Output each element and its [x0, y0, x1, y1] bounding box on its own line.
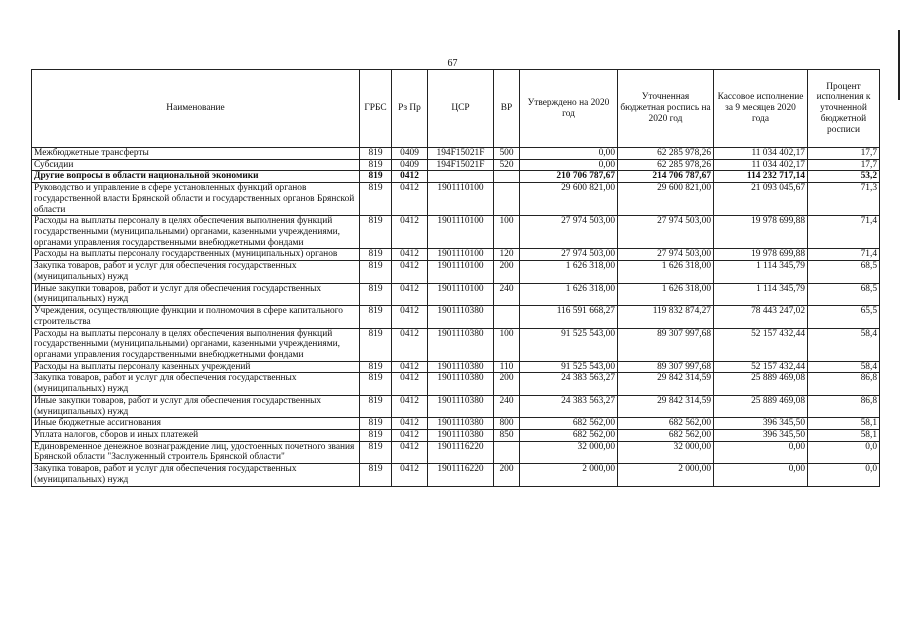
cell-percent: 65,5 [808, 306, 880, 328]
header-percent: Процент исполнения к уточненной бюджетной росписи [808, 70, 880, 148]
cell-csr: 1901110380 [428, 429, 494, 441]
cell-rzpr: 0412 [392, 361, 428, 373]
cell-name: Расходы на выплаты персоналу казенных учреждений [32, 361, 360, 373]
cell-refined: 682 562,00 [618, 429, 714, 441]
cell-vr: 240 [494, 395, 520, 417]
table-row [32, 261, 880, 283]
cell-csr: 1901110100 [428, 249, 494, 261]
cell-cash: 25 889 469,08 [714, 373, 808, 395]
cell-approved: 29 600 821,00 [520, 183, 618, 216]
cell-vr: 850 [494, 429, 520, 441]
cell-csr: 194F15021F [428, 159, 494, 171]
cell-rzpr: 0412 [392, 373, 428, 395]
table-row [32, 395, 880, 417]
cell-approved: 24 383 563,27 [520, 395, 618, 417]
header-vr: ВР [494, 70, 520, 148]
cell-approved: 24 383 563,27 [520, 373, 618, 395]
cell-grbs: 819 [360, 216, 392, 249]
table-row [32, 283, 880, 305]
cell-grbs: 819 [360, 148, 392, 160]
cell-percent: 71,4 [808, 249, 880, 261]
cell-name: Межбюджетные трансферты [32, 148, 360, 160]
cell-rzpr: 0412 [392, 328, 428, 361]
cell-percent: 68,5 [808, 283, 880, 305]
cell-grbs: 819 [360, 441, 392, 463]
cell-percent: 68,5 [808, 261, 880, 283]
cell-csr: 1901110380 [428, 373, 494, 395]
cell-refined: 27 974 503,00 [618, 216, 714, 249]
cell-vr [494, 441, 520, 463]
cell-rzpr: 0412 [392, 464, 428, 486]
cell-cash: 0,00 [714, 441, 808, 463]
cell-approved: 27 974 503,00 [520, 216, 618, 249]
cell-cash: 11 034 402,17 [714, 159, 808, 171]
cell-approved: 1 626 318,00 [520, 283, 618, 305]
cell-percent: 86,8 [808, 395, 880, 417]
cell-csr: 1901116220 [428, 464, 494, 486]
cell-vr: 100 [494, 328, 520, 361]
cell-refined: 119 832 874,27 [618, 306, 714, 328]
cell-vr [494, 183, 520, 216]
cell-cash: 25 889 469,08 [714, 395, 808, 417]
cell-vr: 520 [494, 159, 520, 171]
cell-rzpr: 0412 [392, 418, 428, 430]
cell-name: Субсидии [32, 159, 360, 171]
table-row [32, 361, 880, 373]
cell-vr: 110 [494, 361, 520, 373]
cell-csr: 1901110100 [428, 261, 494, 283]
cell-rzpr: 0409 [392, 159, 428, 171]
cell-approved: 682 562,00 [520, 429, 618, 441]
table-row [32, 171, 880, 183]
cell-percent: 53,2 [808, 171, 880, 183]
cell-name: Иные бюджетные ассигнования [32, 418, 360, 430]
table-header-row [32, 70, 880, 148]
cell-vr: 200 [494, 261, 520, 283]
header-rzpr: Рз Пр [392, 70, 428, 148]
cell-cash: 396 345,50 [714, 429, 808, 441]
cell-approved: 1 626 318,00 [520, 261, 618, 283]
cell-rzpr: 0412 [392, 441, 428, 463]
header-refined: Уточненная бюджетная роспись на 2020 год [618, 70, 714, 148]
cell-vr: 200 [494, 373, 520, 395]
table-row [32, 216, 880, 249]
cell-refined: 32 000,00 [618, 441, 714, 463]
cell-rzpr: 0409 [392, 148, 428, 160]
cell-vr: 500 [494, 148, 520, 160]
cell-vr: 240 [494, 283, 520, 305]
cell-rzpr: 0412 [392, 261, 428, 283]
cell-rzpr: 0412 [392, 216, 428, 249]
cell-rzpr: 0412 [392, 429, 428, 441]
cell-csr [428, 171, 494, 183]
cell-csr: 1901110380 [428, 395, 494, 417]
cell-refined: 27 974 503,00 [618, 249, 714, 261]
table-row [32, 183, 880, 216]
cell-grbs: 819 [360, 306, 392, 328]
cell-refined: 29 842 314,59 [618, 395, 714, 417]
table-row [32, 249, 880, 261]
cell-refined: 29 600 821,00 [618, 183, 714, 216]
cell-rzpr: 0412 [392, 249, 428, 261]
cell-name: Единовременное денежное вознаграждение лиц, удостоенных почетного звания Брянской области "Заслуженный строитель Брянской области" [32, 441, 360, 463]
cell-grbs: 819 [360, 183, 392, 216]
cell-cash: 52 157 432,44 [714, 328, 808, 361]
cell-refined: 682 562,00 [618, 418, 714, 430]
cell-grbs: 819 [360, 328, 392, 361]
cell-rzpr: 0412 [392, 283, 428, 305]
cell-percent: 86,8 [808, 373, 880, 395]
cell-percent: 71,4 [808, 216, 880, 249]
cell-cash: 19 978 699,88 [714, 216, 808, 249]
cell-grbs: 819 [360, 249, 392, 261]
cell-cash: 19 978 699,88 [714, 249, 808, 261]
cell-name: Расходы на выплаты персоналу государственных (муниципальных) органов [32, 249, 360, 261]
cell-percent: 71,3 [808, 183, 880, 216]
cell-grbs: 819 [360, 395, 392, 417]
cell-name: Иные закупки товаров, работ и услуг для обеспечения государственных (муниципальных) нужд [32, 395, 360, 417]
header-approved: Утверждено на 2020 год [520, 70, 618, 148]
cell-vr: 120 [494, 249, 520, 261]
cell-vr: 800 [494, 418, 520, 430]
table-row [32, 464, 880, 486]
cell-grbs: 819 [360, 171, 392, 183]
cell-name: Закупка товаров, работ и услуг для обеспечения государственных (муниципальных) нужд [32, 373, 360, 395]
table-row [32, 328, 880, 361]
cell-refined: 89 307 997,68 [618, 361, 714, 373]
header-grbs: ГРБС [360, 70, 392, 148]
cell-approved: 682 562,00 [520, 418, 618, 430]
cell-csr: 1901110380 [428, 328, 494, 361]
cell-grbs: 819 [360, 361, 392, 373]
cell-refined: 1 626 318,00 [618, 283, 714, 305]
cell-approved: 91 525 543,00 [520, 328, 618, 361]
table-body [32, 148, 880, 487]
cell-name: Закупка товаров, работ и услуг для обеспечения государственных (муниципальных) нужд [32, 261, 360, 283]
table-row [32, 418, 880, 430]
cell-grbs: 819 [360, 418, 392, 430]
cell-percent: 0,0 [808, 441, 880, 463]
cell-cash: 1 114 345,79 [714, 261, 808, 283]
cell-percent: 17,7 [808, 148, 880, 160]
cell-vr: 100 [494, 216, 520, 249]
cell-name: Другие вопросы в области национальной экономики [32, 171, 360, 183]
scan-edge-mark [898, 30, 900, 100]
cell-grbs: 819 [360, 373, 392, 395]
cell-approved: 116 591 668,27 [520, 306, 618, 328]
cell-csr: 1901110380 [428, 418, 494, 430]
table-row [32, 306, 880, 328]
cell-vr [494, 306, 520, 328]
page-number: 67 [447, 58, 458, 69]
cell-rzpr: 0412 [392, 183, 428, 216]
cell-name: Расходы на выплаты персоналу в целях обеспечения выполнения функций государственными (муниципальными) органами, казенными учреждениями, органами управления государственными внебюджетными фондами [32, 216, 360, 249]
cell-percent: 58,4 [808, 328, 880, 361]
cell-approved: 210 706 787,67 [520, 171, 618, 183]
cell-vr [494, 171, 520, 183]
table-row [32, 373, 880, 395]
header-name: Наименование [32, 70, 360, 148]
cell-name: Уплата налогов, сборов и иных платежей [32, 429, 360, 441]
cell-rzpr: 0412 [392, 395, 428, 417]
cell-refined: 89 307 997,68 [618, 328, 714, 361]
cell-csr: 1901116220 [428, 441, 494, 463]
cell-cash: 78 443 247,02 [714, 306, 808, 328]
cell-approved: 0,00 [520, 148, 618, 160]
cell-name: Расходы на выплаты персоналу в целях обеспечения выполнения функций государственными (муниципальными) органами, казенными учреждениями, органами управления государственными внебюджетными фондами [32, 328, 360, 361]
cell-csr: 1901110100 [428, 216, 494, 249]
header-csr: ЦСР [428, 70, 494, 148]
cell-rzpr: 0412 [392, 171, 428, 183]
cell-name: Учреждения, осуществляющие функции и полномочия в сфере капитального строительства [32, 306, 360, 328]
cell-approved: 91 525 543,00 [520, 361, 618, 373]
cell-vr: 200 [494, 464, 520, 486]
cell-csr: 1901110380 [428, 306, 494, 328]
cell-approved: 0,00 [520, 159, 618, 171]
cell-csr: 1901110380 [428, 361, 494, 373]
cell-grbs: 819 [360, 283, 392, 305]
cell-cash: 11 034 402,17 [714, 148, 808, 160]
cell-percent: 0,0 [808, 464, 880, 486]
cell-name: Руководство и управление в сфере установленных функций органов государственной власти Брянской области и государственных органов Брянской области [32, 183, 360, 216]
cell-refined: 62 285 978,26 [618, 148, 714, 160]
header-cash: Кассовое исполнение за 9 месяцев 2020 года [714, 70, 808, 148]
cell-cash: 1 114 345,79 [714, 283, 808, 305]
cell-percent: 58,1 [808, 429, 880, 441]
cell-csr: 1901110100 [428, 183, 494, 216]
cell-csr: 1901110100 [428, 283, 494, 305]
cell-approved: 2 000,00 [520, 464, 618, 486]
cell-percent: 58,4 [808, 361, 880, 373]
cell-approved: 32 000,00 [520, 441, 618, 463]
cell-cash: 114 232 717,14 [714, 171, 808, 183]
table-row [32, 159, 880, 171]
cell-percent: 17,7 [808, 159, 880, 171]
cell-refined: 62 285 978,26 [618, 159, 714, 171]
cell-csr: 194F15021F [428, 148, 494, 160]
budget-table [31, 69, 880, 487]
cell-name: Закупка товаров, работ и услуг для обеспечения государственных (муниципальных) нужд [32, 464, 360, 486]
cell-cash: 396 345,50 [714, 418, 808, 430]
cell-cash: 0,00 [714, 464, 808, 486]
cell-cash: 21 093 045,67 [714, 183, 808, 216]
cell-refined: 214 706 787,67 [618, 171, 714, 183]
table-row [32, 441, 880, 463]
cell-grbs: 819 [360, 429, 392, 441]
table-row [32, 148, 880, 160]
cell-refined: 1 626 318,00 [618, 261, 714, 283]
cell-approved: 27 974 503,00 [520, 249, 618, 261]
cell-name: Иные закупки товаров, работ и услуг для обеспечения государственных (муниципальных) нужд [32, 283, 360, 305]
cell-grbs: 819 [360, 159, 392, 171]
table-row [32, 429, 880, 441]
cell-refined: 2 000,00 [618, 464, 714, 486]
cell-grbs: 819 [360, 464, 392, 486]
cell-percent: 58,1 [808, 418, 880, 430]
cell-cash: 52 157 432,44 [714, 361, 808, 373]
cell-rzpr: 0412 [392, 306, 428, 328]
cell-grbs: 819 [360, 261, 392, 283]
cell-refined: 29 842 314,59 [618, 373, 714, 395]
